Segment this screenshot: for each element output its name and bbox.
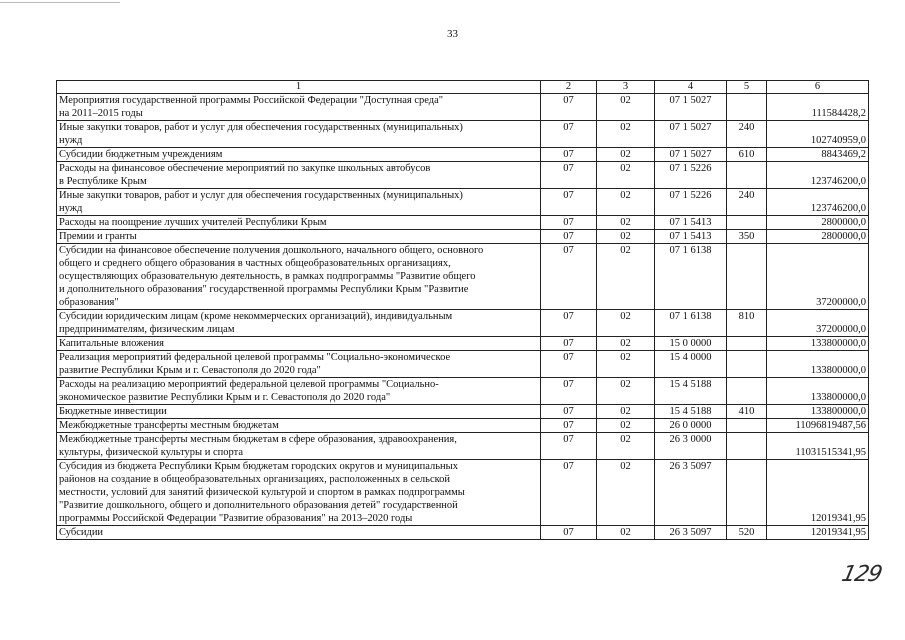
table-row <box>57 526 869 540</box>
row-target-item-cell: 15 0 0000 <box>655 337 727 351</box>
table-row <box>57 351 869 378</box>
row-target-item-cell: 26 3 0000 <box>655 433 727 460</box>
row-amount-cell: 123746200,0 <box>767 189 869 216</box>
row-amount-cell: 11096819487,56 <box>767 419 869 433</box>
row-section-cell: 07 <box>541 351 597 378</box>
header-col-2: 2 <box>541 81 597 94</box>
row-name-cell: Субсидия из бюджета Республики Крым бюджетам городских округов и муниципальных районов на создание в общеобразовательных организациях, расположенных в сельской местности, условий для занятий физической культурой и спортом в рамках подпрограммы "Развитие дошкольного, общего и дополнительного образования детей" государственной программы Российской Федерации "Развитие образования" на 2013–2020 годы <box>57 460 541 526</box>
row-name-cell: Субсидии на финансовое обеспечение получения дошкольного, начального общего, основного общего и среднего общего образования в частных общеобразовательных организациях, осуществляющих образовательную деятельность, в рамках подпрограммы "Развитие общего и дополнительного образования" государственной программы Республики Крым "Развитие образования" <box>57 244 541 310</box>
row-name-cell: Премии и гранты <box>57 230 541 244</box>
row-section-cell: 07 <box>541 189 597 216</box>
row-target-item-cell: 15 4 5188 <box>655 378 727 405</box>
row-section-cell: 07 <box>541 230 597 244</box>
row-subsection-cell: 02 <box>597 189 655 216</box>
row-expense-type-cell <box>727 162 767 189</box>
row-subsection-cell: 02 <box>597 526 655 540</box>
row-expense-type-cell <box>727 216 767 230</box>
table-row <box>57 216 869 230</box>
row-expense-type-cell <box>727 351 767 378</box>
row-subsection-cell: 02 <box>597 433 655 460</box>
row-subsection-cell: 02 <box>597 337 655 351</box>
scan-artifact-line <box>0 2 120 3</box>
row-section-cell: 07 <box>541 460 597 526</box>
row-target-item-cell: 07 1 5226 <box>655 162 727 189</box>
row-expense-type-cell: 350 <box>727 230 767 244</box>
header-col-1: 1 <box>57 81 541 94</box>
row-subsection-cell: 02 <box>597 230 655 244</box>
row-expense-type-cell: 240 <box>727 121 767 148</box>
table-row <box>57 337 869 351</box>
table-row <box>57 162 869 189</box>
row-expense-type-cell <box>727 378 767 405</box>
row-expense-type-cell: 520 <box>727 526 767 540</box>
row-amount-cell: 111584428,2 <box>767 94 869 121</box>
table-row <box>57 419 869 433</box>
row-section-cell: 07 <box>541 216 597 230</box>
table-row <box>57 121 869 148</box>
table-header-row <box>57 81 869 94</box>
row-amount-cell: 8843469,2 <box>767 148 869 162</box>
row-target-item-cell: 07 1 5413 <box>655 230 727 244</box>
row-target-item-cell: 26 3 5097 <box>655 460 727 526</box>
row-name-cell: Расходы на поощрение лучших учителей Республики Крым <box>57 216 541 230</box>
table-row <box>57 94 869 121</box>
table-row <box>57 433 869 460</box>
header-col-6: 6 <box>767 81 869 94</box>
row-name-cell: Межбюджетные трансферты местным бюджетам в сфере образования, здравоохранения, культуры, физической культуры и спорта <box>57 433 541 460</box>
row-expense-type-cell <box>727 244 767 310</box>
row-section-cell: 07 <box>541 337 597 351</box>
row-name-cell: Иные закупки товаров, работ и услуг для обеспечения государственных (муниципальных) нужд <box>57 189 541 216</box>
row-name-cell: Капитальные вложения <box>57 337 541 351</box>
row-target-item-cell: 07 1 5027 <box>655 94 727 121</box>
row-name-cell: Расходы на реализацию мероприятий федеральной целевой программы "Социально- экономическое развитие Республики Крым и г. Севастополя до 2020 года" <box>57 378 541 405</box>
row-subsection-cell: 02 <box>597 216 655 230</box>
row-amount-cell: 133800000,0 <box>767 337 869 351</box>
row-amount-cell: 11031515341,95 <box>767 433 869 460</box>
row-name-cell: Реализация мероприятий федеральной целевой программы "Социально-экономическое развитие Республики Крым и г. Севастополя до 2020 года" <box>57 351 541 378</box>
row-section-cell: 07 <box>541 148 597 162</box>
row-target-item-cell: 07 1 6138 <box>655 310 727 337</box>
row-subsection-cell: 02 <box>597 419 655 433</box>
row-name-cell: Бюджетные инвестиции <box>57 405 541 419</box>
table-row <box>57 230 869 244</box>
row-name-cell: Субсидии бюджетным учреждениям <box>57 148 541 162</box>
table-row <box>57 310 869 337</box>
row-subsection-cell: 02 <box>597 121 655 148</box>
row-expense-type-cell <box>727 94 767 121</box>
row-name-cell: Субсидии юридическим лицам (кроме некоммерческих организаций), индивидуальным предпринимателям, физическим лицам <box>57 310 541 337</box>
row-section-cell: 07 <box>541 405 597 419</box>
table-row <box>57 460 869 526</box>
row-section-cell: 07 <box>541 121 597 148</box>
row-amount-cell: 133800000,0 <box>767 351 869 378</box>
row-subsection-cell: 02 <box>597 162 655 189</box>
row-amount-cell: 2800000,0 <box>767 216 869 230</box>
row-amount-cell: 12019341,95 <box>767 526 869 540</box>
header-col-4: 4 <box>655 81 727 94</box>
row-target-item-cell: 07 1 5027 <box>655 121 727 148</box>
row-target-item-cell: 07 1 5413 <box>655 216 727 230</box>
row-name-cell: Мероприятия государственной программы Российской Федерации "Доступная среда" на 2011–2015 годы <box>57 94 541 121</box>
row-subsection-cell: 02 <box>597 148 655 162</box>
row-name-cell: Иные закупки товаров, работ и услуг для обеспечения государственных (муниципальных) нужд <box>57 121 541 148</box>
row-section-cell: 07 <box>541 433 597 460</box>
table-row <box>57 148 869 162</box>
row-amount-cell: 123746200,0 <box>767 162 869 189</box>
row-section-cell: 07 <box>541 94 597 121</box>
row-name-cell: Расходы на финансовое обеспечение мероприятий по закупке школьных автобусов в Республике Крым <box>57 162 541 189</box>
row-section-cell: 07 <box>541 419 597 433</box>
budget-table <box>56 80 869 540</box>
row-name-cell: Межбюджетные трансферты местным бюджетам <box>57 419 541 433</box>
row-expense-type-cell <box>727 460 767 526</box>
row-subsection-cell: 02 <box>597 94 655 121</box>
row-expense-type-cell <box>727 433 767 460</box>
row-amount-cell: 2800000,0 <box>767 230 869 244</box>
row-subsection-cell: 02 <box>597 244 655 310</box>
row-expense-type-cell: 240 <box>727 189 767 216</box>
row-amount-cell: 12019341,95 <box>767 460 869 526</box>
row-section-cell: 07 <box>541 162 597 189</box>
row-name-cell: Субсидии <box>57 526 541 540</box>
row-amount-cell: 133800000,0 <box>767 378 869 405</box>
row-subsection-cell: 02 <box>597 460 655 526</box>
row-expense-type-cell: 610 <box>727 148 767 162</box>
row-expense-type-cell <box>727 419 767 433</box>
row-subsection-cell: 02 <box>597 378 655 405</box>
header-col-5: 5 <box>727 81 767 94</box>
header-col-3: 3 <box>597 81 655 94</box>
table-row <box>57 189 869 216</box>
row-expense-type-cell: 410 <box>727 405 767 419</box>
row-target-item-cell: 15 4 5188 <box>655 405 727 419</box>
row-target-item-cell: 26 0 0000 <box>655 419 727 433</box>
row-expense-type-cell: 810 <box>727 310 767 337</box>
row-amount-cell: 37200000,0 <box>767 310 869 337</box>
row-section-cell: 07 <box>541 244 597 310</box>
row-amount-cell: 37200000,0 <box>767 244 869 310</box>
row-target-item-cell: 07 1 5226 <box>655 189 727 216</box>
row-subsection-cell: 02 <box>597 310 655 337</box>
handwritten-page-number: 129 <box>839 562 884 587</box>
row-amount-cell: 102740959,0 <box>767 121 869 148</box>
row-subsection-cell: 02 <box>597 351 655 378</box>
row-subsection-cell: 02 <box>597 405 655 419</box>
row-section-cell: 07 <box>541 526 597 540</box>
row-target-item-cell: 07 1 6138 <box>655 244 727 310</box>
row-section-cell: 07 <box>541 378 597 405</box>
row-target-item-cell: 15 4 0000 <box>655 351 727 378</box>
table-row <box>57 244 869 310</box>
table-row <box>57 405 869 419</box>
table-row <box>57 378 869 405</box>
row-target-item-cell: 26 3 5097 <box>655 526 727 540</box>
row-expense-type-cell <box>727 337 767 351</box>
row-section-cell: 07 <box>541 310 597 337</box>
row-amount-cell: 133800000,0 <box>767 405 869 419</box>
page-number: 33 <box>447 28 458 40</box>
row-target-item-cell: 07 1 5027 <box>655 148 727 162</box>
